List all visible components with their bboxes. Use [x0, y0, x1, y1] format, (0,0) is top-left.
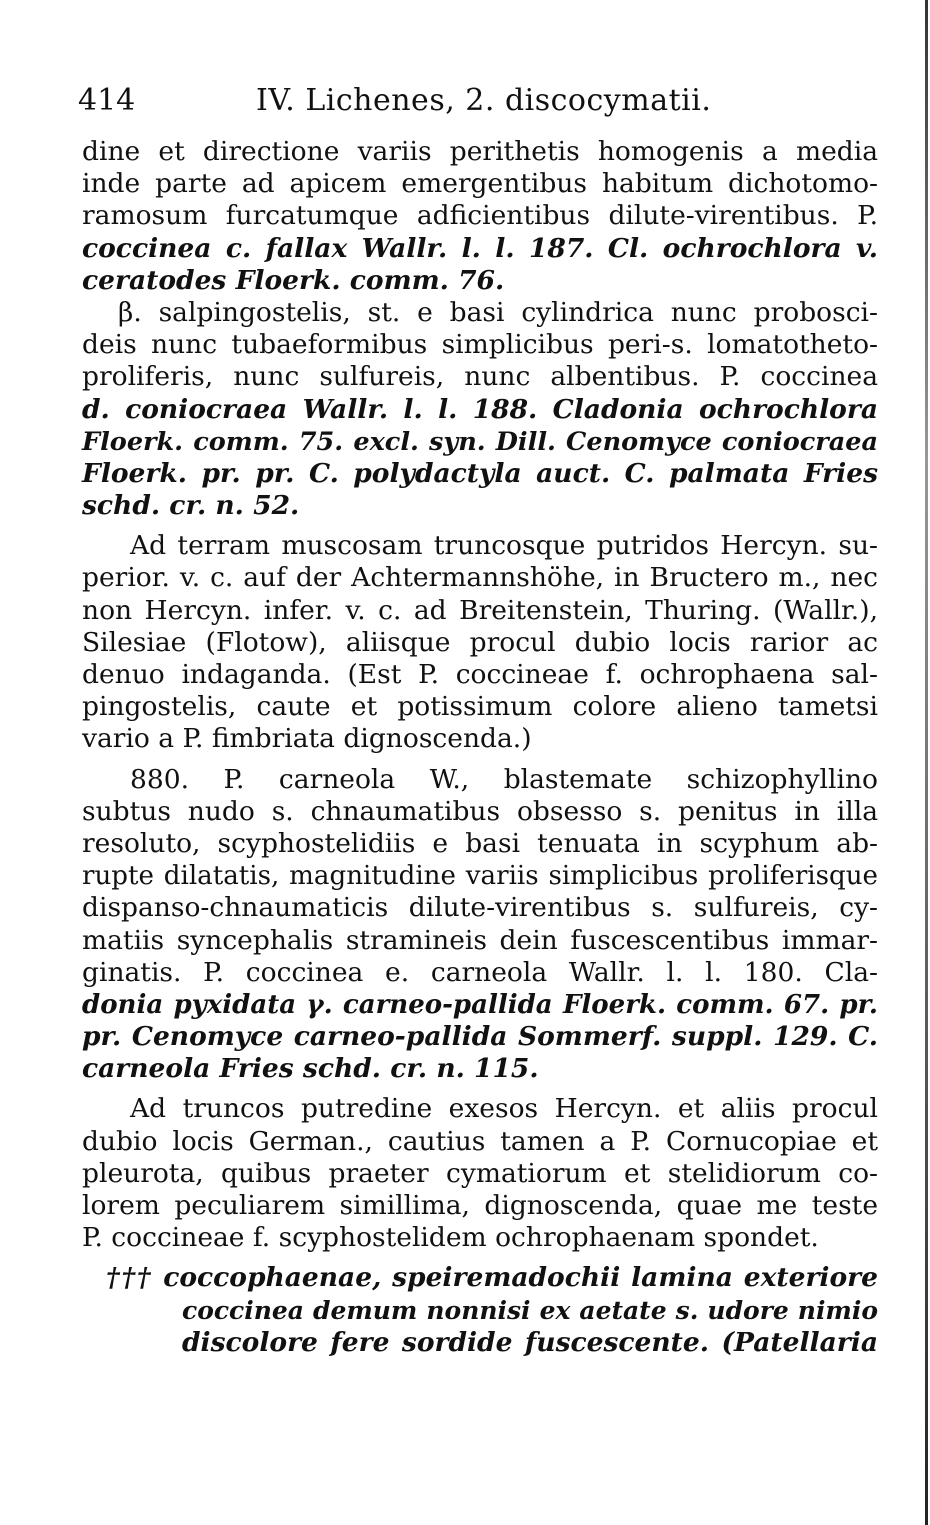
species-heading-line: 880. P. carneola W., blastemate schizophyllino: [130, 763, 878, 795]
paragraph-gap: [82, 1254, 878, 1262]
text-line: Ad truncos putredine exesos Hercyn. et aliis procul: [130, 1093, 878, 1125]
paragraph-gap: [82, 1085, 878, 1093]
text-line: pr. Cenomyce carneo-pallida Sommerf. suppl. 129. C.: [82, 1021, 878, 1053]
text-line: schd. cr. n. 52.: [82, 490, 300, 522]
text-line: β. salpingostelis, st. e basi cylindrica nunc probosci-: [118, 296, 878, 328]
page-header: [78, 80, 878, 122]
text-line: subtus nudo s. chnaumatibus obsesso s. penitus in illa: [82, 795, 878, 827]
paragraph-gap: [82, 756, 878, 764]
text-line: ceratodes Floerk. comm. 76.: [82, 264, 505, 296]
text-line: P. coccineae f. scyphostelidem ochrophaenam spondet.: [82, 1222, 819, 1254]
text-line: inde parte ad apicem emergentibus habitum dichotomo-: [82, 168, 878, 200]
text-line: donia pyxidata γ. carneo-pallida Floerk. comm. 67. pr.: [82, 989, 878, 1020]
body-text: [82, 136, 878, 1359]
text-line: vario a P. fimbriata dignoscenda.): [82, 723, 532, 755]
page-edge-shadow: [925, 0, 928, 1525]
text-line: Silesiae (Flotow), aliisque procul dubio locis rarior ac: [82, 626, 878, 658]
running-head: IV. Lichenes, 2. discocymatii.: [256, 83, 712, 118]
page-number: 414: [78, 83, 136, 118]
text-line: Floerk. comm. 75. excl. syn. Dill. Cenomyce coniocraea: [82, 426, 878, 457]
text-line: dubio locis German., cautius tamen a P. Cornucopiae et: [82, 1125, 878, 1157]
text-line: lorem peculiarem simillima, dignoscenda, quae me teste: [82, 1190, 878, 1221]
text-line: perior. v. c. auf der Achtermannshöhe, in Bructero m., nec: [82, 562, 878, 594]
text-line: ramosum furcatumque adficientibus dilute-virentibus. P.: [82, 200, 878, 232]
text-line: deis nunc tubaeformibus simplicibus peri-s. lomatotheto-: [82, 329, 878, 361]
text-line: ginatis. P. coccinea e. carneola Wallr. l. l. 180. Cla-: [82, 956, 878, 988]
text-line: resoluto, scyphostelidiis e basi tenuata in scyphum ab-: [82, 827, 878, 859]
text-line: coccinea c. fallax Wallr. l. l. 187. Cl. ochrochlora v.: [82, 232, 878, 264]
text-line: non Hercyn. infer. v. c. ad Breitenstein, Thuring. (Wallr.),: [82, 594, 878, 626]
text-line: coccinea demum nonnisi ex aetate s. udore nimio: [182, 1295, 878, 1325]
text-line: denuo indaganda. (Est P. coccineae f. ochrophaena sal-: [82, 659, 878, 690]
text-line: pingostelis, caute et potissimum colore alieno tametsi: [82, 691, 878, 723]
text-line: carneola Fries schd. cr. n. 115.: [82, 1053, 539, 1085]
text-line: matiis syncephalis stramineis dein fuscescentibus immar-: [82, 924, 878, 956]
text-line: d. coniocraea Wallr. l. l. 188. Cladonia ochrochlora: [82, 393, 878, 425]
text-line: dispanso-chnaumaticis dilute-virentibus s. sulfureis, cy-: [82, 892, 878, 924]
text-line: dine et directione variis perithetis homogenis a media: [82, 136, 878, 167]
text-line: rupte dilatatis, magnitudine variis simplicibus proliferisque: [82, 861, 878, 892]
paragraph-gap: [82, 522, 878, 530]
text-line: pleurota, quibus praeter cymatiorum et stelidiorum co-: [82, 1157, 878, 1189]
text-line: Floerk. pr. pr. C. polydactyla auct. C. palmata Fries: [82, 457, 878, 489]
section-heading-line: ††† coccophaenae, speiremadochii lamina exteriore: [106, 1262, 878, 1294]
text-line: proliferis, nunc sulfureis, nunc albentibus. P. coccinea: [82, 361, 878, 393]
text-line: discolore fere sordide fuscescente. (Patellaria: [182, 1326, 878, 1358]
text-line: Ad terram muscosam truncosque putridos Hercyn. su-: [130, 530, 878, 562]
